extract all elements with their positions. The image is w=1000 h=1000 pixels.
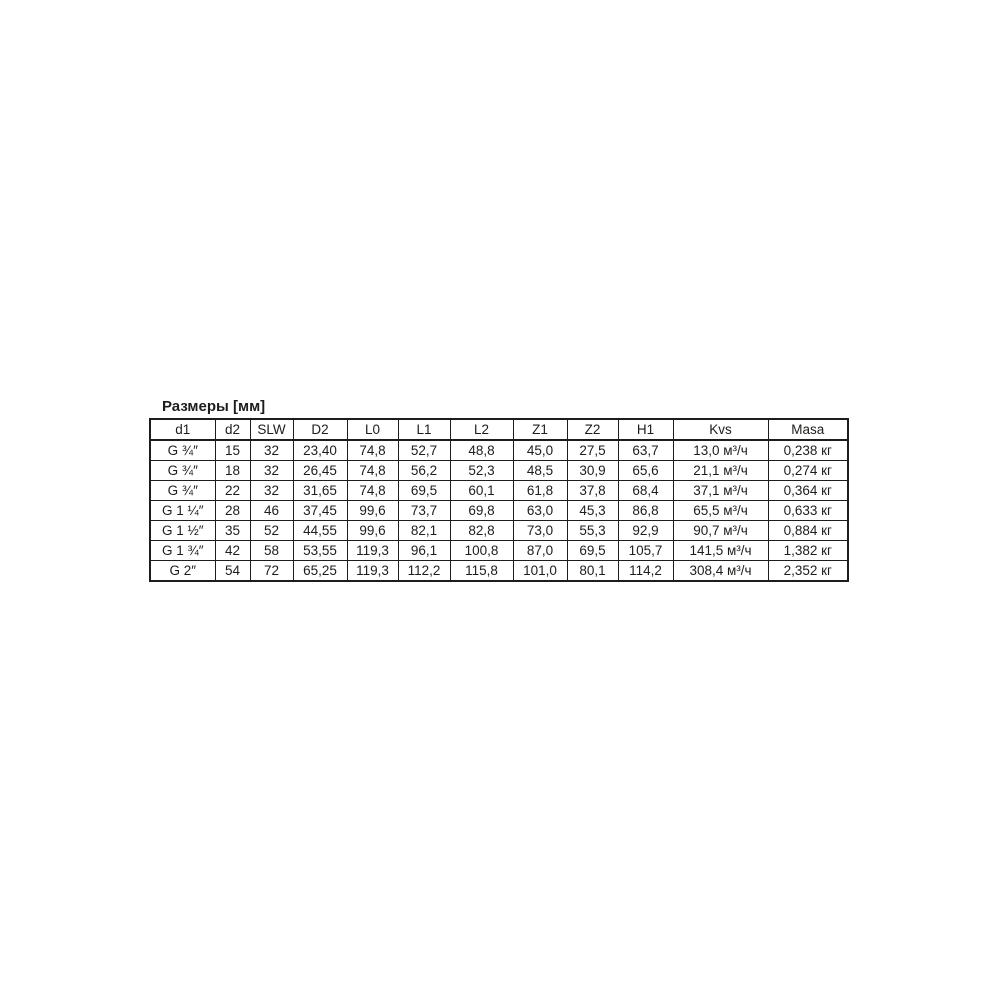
- table-cell: 48,5: [513, 461, 567, 481]
- table-cell: 42: [215, 541, 250, 561]
- table-cell: 32: [250, 481, 293, 501]
- table-cell: 74,8: [347, 461, 398, 481]
- table-cell: 48,8: [450, 440, 513, 461]
- column-header: Kvs: [673, 419, 768, 440]
- table-cell: 32: [250, 461, 293, 481]
- table-cell: 74,8: [347, 440, 398, 461]
- dimensions-table: [149, 418, 849, 582]
- table-cell: 63,0: [513, 501, 567, 521]
- table-cell: 112,2: [398, 561, 450, 582]
- table-cell: 26,45: [293, 461, 347, 481]
- table-cell: 63,7: [618, 440, 673, 461]
- table-row: [150, 461, 848, 481]
- table-row: [150, 501, 848, 521]
- table-cell: 60,1: [450, 481, 513, 501]
- table-cell: 65,5 м³/ч: [673, 501, 768, 521]
- table-row: [150, 440, 848, 461]
- table-cell: 31,65: [293, 481, 347, 501]
- column-header: Masa: [768, 419, 848, 440]
- table-cell: 86,8: [618, 501, 673, 521]
- table-cell: 27,5: [567, 440, 618, 461]
- table-cell: 61,8: [513, 481, 567, 501]
- table-row: [150, 561, 848, 582]
- table-cell: 54: [215, 561, 250, 582]
- dimensions-section: [149, 399, 848, 582]
- table-cell: 105,7: [618, 541, 673, 561]
- table-row: [150, 521, 848, 541]
- table-cell: 44,55: [293, 521, 347, 541]
- table-header: [150, 419, 848, 440]
- table-cell: 15: [215, 440, 250, 461]
- table-row: [150, 541, 848, 561]
- table-cell: G ¾″: [150, 461, 215, 481]
- column-header: Z2: [567, 419, 618, 440]
- table-cell: 0,364 кг: [768, 481, 848, 501]
- table-cell: 101,0: [513, 561, 567, 582]
- table-cell: 53,55: [293, 541, 347, 561]
- table-cell: 45,3: [567, 501, 618, 521]
- table-cell: 69,8: [450, 501, 513, 521]
- column-header: L0: [347, 419, 398, 440]
- table-cell: 0,238 кг: [768, 440, 848, 461]
- table-cell: 90,7 м³/ч: [673, 521, 768, 541]
- table-cell: 100,8: [450, 541, 513, 561]
- table-cell: 115,8: [450, 561, 513, 582]
- table-cell: 37,8: [567, 481, 618, 501]
- table-cell: G 1 ¾″: [150, 541, 215, 561]
- column-header: d1: [150, 419, 215, 440]
- table-cell: 73,7: [398, 501, 450, 521]
- table-cell: 30,9: [567, 461, 618, 481]
- table-cell: 52,7: [398, 440, 450, 461]
- table-cell: 23,40: [293, 440, 347, 461]
- table-cell: 18: [215, 461, 250, 481]
- column-header: SLW: [250, 419, 293, 440]
- table-cell: 65,6: [618, 461, 673, 481]
- table-cell: G 1 ¼″: [150, 501, 215, 521]
- table-cell: 87,0: [513, 541, 567, 561]
- table-cell: G ¾″: [150, 440, 215, 461]
- table-cell: 141,5 м³/ч: [673, 541, 768, 561]
- table-cell: 2,352 кг: [768, 561, 848, 582]
- column-header: L2: [450, 419, 513, 440]
- table-cell: 92,9: [618, 521, 673, 541]
- table-cell: 308,4 м³/ч: [673, 561, 768, 582]
- table-cell: 80,1: [567, 561, 618, 582]
- table-cell: 119,3: [347, 561, 398, 582]
- table-body: [150, 440, 848, 581]
- table-cell: 68,4: [618, 481, 673, 501]
- column-header: Z1: [513, 419, 567, 440]
- table-cell: 35: [215, 521, 250, 541]
- table-cell: 65,25: [293, 561, 347, 582]
- table-cell: 21,1 м³/ч: [673, 461, 768, 481]
- table-cell: 46: [250, 501, 293, 521]
- table-cell: G 1 ½″: [150, 521, 215, 541]
- column-header: H1: [618, 419, 673, 440]
- table-cell: 72: [250, 561, 293, 582]
- table-cell: 32: [250, 440, 293, 461]
- table-cell: 73,0: [513, 521, 567, 541]
- table-cell: 114,2: [618, 561, 673, 582]
- table-cell: 56,2: [398, 461, 450, 481]
- table-cell: 13,0 м³/ч: [673, 440, 768, 461]
- table-title: Размеры [мм]: [162, 398, 266, 415]
- header-row: [150, 419, 848, 440]
- table-cell: 37,45: [293, 501, 347, 521]
- table-cell: 82,1: [398, 521, 450, 541]
- table-row: [150, 481, 848, 501]
- table-cell: 58: [250, 541, 293, 561]
- table-cell: 37,1 м³/ч: [673, 481, 768, 501]
- table-cell: 74,8: [347, 481, 398, 501]
- table-cell: 69,5: [398, 481, 450, 501]
- column-header: D2: [293, 419, 347, 440]
- table-cell: 119,3: [347, 541, 398, 561]
- table-cell: 82,8: [450, 521, 513, 541]
- table-cell: 45,0: [513, 440, 567, 461]
- column-header: d2: [215, 419, 250, 440]
- table-cell: 22: [215, 481, 250, 501]
- column-header: L1: [398, 419, 450, 440]
- table-cell: G 2″: [150, 561, 215, 582]
- table-cell: 1,382 кг: [768, 541, 848, 561]
- table-cell: 55,3: [567, 521, 618, 541]
- table-cell: 52,3: [450, 461, 513, 481]
- table-cell: 28: [215, 501, 250, 521]
- table-cell: 69,5: [567, 541, 618, 561]
- table-cell: 0,633 кг: [768, 501, 848, 521]
- table-cell: G ¾″: [150, 481, 215, 501]
- table-cell: 99,6: [347, 501, 398, 521]
- table-cell: 52: [250, 521, 293, 541]
- table-cell: 0,884 кг: [768, 521, 848, 541]
- table-cell: 0,274 кг: [768, 461, 848, 481]
- table-cell: 96,1: [398, 541, 450, 561]
- table-cell: 99,6: [347, 521, 398, 541]
